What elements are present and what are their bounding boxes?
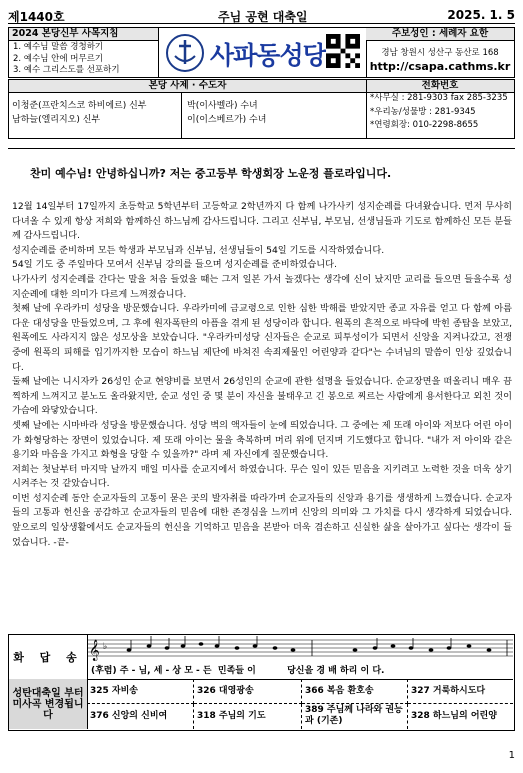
phone-office: *사무실 : 281-9303 fax 285-3235 [370,93,508,103]
guideline-item: 3. 예수 그리스도를 선포하기 [13,65,120,75]
phone-list [366,92,514,138]
hymn-item: 389 주님께 나라와 권능과 (기존) [302,704,408,729]
hymn-item: 328 하느님의 어린양 [411,711,497,721]
hymn-item: 327 거룩하시도다 [408,679,513,704]
staff-title: 본당 사제 · 수도자 [9,80,367,92]
svg-text:𝄞: 𝄞 [89,640,100,661]
top-divider [8,23,515,24]
sister-name: 박(이사벨라) 수녀 [187,101,258,111]
article-paragraph: 둘째 날에는 니시자카 26성인 순교 현양비를 보면서 26성인의 순교에 관한 설명을 들었습니다. 순교장면을 떠올리니 매우 끔찍하게 느껴지고 분노도 올라왔지만, 순교 성인 중 몇 분이 자신을 불태우고 긴 봉으로 찌르는 사람에게 용서한다고 외친 것이 가슴에 와닿았습니다. [12,376,512,417]
hymn-item: 366 복음 환호송 [302,679,408,704]
hymn-item: 376 신앙의 신비여 [87,704,194,729]
staff-box [8,79,515,139]
guidelines-title: 2024 본당신부 사목지침 [9,28,158,41]
parish-header [8,27,515,78]
sister-list [187,99,266,127]
phone-funeral: *연령회장: 010-2298-8655 [370,120,479,130]
article-body [12,200,512,550]
mass-hymn-label: 성탄대축일 부터 미사곡 변경됩니다 [9,679,88,729]
response-psalm-label: 화 답 송 [9,635,88,680]
page-number: 1 [508,750,515,761]
article-paragraph: 저희는 첫날부터 마지막 날까지 매일 미사를 순교지에서 하였습니다. 무슨 일이 있든 믿음을 지키려고 노력한 것을 더욱 상기시켜주는 것 같았습니다. [12,463,512,490]
article-paragraph: 12월 14일부터 17일까지 초등학교 5학년부터 고등학교 2학년까지 다 함께 나가사키 성지순례를 다녀왔습니다. 먼저 무사히 다녀올 수 있게 항상 저희와 함께하신 하느님께 감사드립니다. 그리고 신부님, 부모님, 선생님들과 기도로 함께하신 모든 분들께 감사드립니다. [12,201,512,242]
parish-emblem-icon [166,34,204,72]
priest-name: 이청준(프란치스코 하비에르) 신부 [12,101,147,111]
article-paragraph: 성지순례를 준비하며 모든 학생과 부모님과 신부님, 선생님들이 54일 기도를 시작하였습니다. [12,244,385,256]
patron-saint: 주보성인 : 세례자 요한 [366,28,514,41]
sister-name: 이(이스베르가) 수녀 [187,115,267,125]
qr-code-icon[interactable] [326,34,360,68]
issue-number: 제1440호 [8,10,65,24]
priest-list [12,99,146,127]
music-notes-icon [87,635,513,665]
parish-info [366,28,514,77]
parish-address: 경남 창원시 성산구 동산로 168 [381,48,499,58]
hymn-item: 326 대영광송 [194,679,302,704]
article-paragraph: 나가사키 성지순례를 간다는 말을 처음 들었을 때는 그저 일본 가서 놀겠다는 생각에 신이 났지만 교리를 들으면 들을수록 성지순례에 대한 의미가 다르게 느껴졌습니다. [12,273,512,300]
guideline-item: 1. 예수님 말씀 경청하기 [13,42,104,52]
hymn-item: 318 주님의 기도 [194,704,302,729]
article-heading: 찬미 예수님! 안녕하십니까? 저는 중고등부 학생회장 노운정 플로라입니다. [30,167,392,180]
feast-title: 주님 공현 대축일 [218,10,308,24]
pastoral-guidelines [9,28,159,77]
response-lyrics: (후렴) 주 - 님, 세 - 상 모 - 든 민족들 이 당신을 경 배 하리 이 다. [91,666,385,676]
article-paragraph: 54일 기도 중 주일마다 모여서 신부님 강의를 들으며 성지순례를 준비하였습니다. [12,259,337,271]
parish-logo-area [158,28,367,77]
hymn-item: 325 자비송 [87,679,194,704]
article-paragraph: 이번 성지순례 동안 순교자들의 고통이 묻은 곳의 발자취를 따라가며 순교자들의 신앙과 용기를 생생하게 느꼈습니다. 순교자들의 고통과 헌신을 공감하고 순교자들의 믿음에 대한 존경심을 느끼며 신앙의 의미와 그 가치를 다시 생각하게 되었습니다. 앞으로의 일상생활에서도 순교자들의 헌신을 기억하고 믿음을 본받아 더욱 겸손하고 신실한 삶을 살아가고 싶다는 생각이 들었습니다. -끝- [12,492,512,548]
article-paragraph: 셋째 날에는 시마바라 성당을 방문했습니다. 성당 벽의 액자들이 눈에 띄었습니다. 그 중에는 제 또래 아이와 저보다 어린 아이가 화형당하는 장면이 있었습니다. 제 또래 아이는 물을 축복하며 머리 위에 던지며 기도했다고 합니다. "내가 저 아이와 같은 용기와 마음을 가지고 화형을 당할 수 있을까?" 라며 제 자신에게 질문했습니다. [12,419,512,461]
guideline-item: 2. 예수님 안에 머무르기 [13,53,104,64]
issue-date: 2025. 1. 5 [447,8,515,22]
svg-text:♭: ♭ [103,642,108,652]
music-staff [87,635,513,680]
parish-url[interactable]: http://csapa.cathms.kr [369,60,511,73]
liturgy-box [8,634,515,731]
article-divider [8,148,515,149]
phone-shop: *우리농/성물방 : 281-9345 [370,106,476,117]
top-line [8,6,515,24]
priest-name: 남하늘(엘리지오) 신부 [12,115,101,125]
parish-name: 사파동성당 [210,41,326,70]
phone-title: 전화번호 [421,80,459,91]
article-paragraph: 첫째 날에 우라카미 성당을 방문했습니다. 우라카미에 금교령으로 인한 심한 박해를 받았지만 종교 자유를 얻고 다 함께 아름다운 대성당을 만들었으며, 그 후에 원자폭탄의 아픔을 겪게 된 성당이라 합니다. 원폭의 흔적으로 바닥에 박힌 종탑을 보았고, 원폭에도 사라지지 않은 성모상을 보았습니다. "우라카미성당 신자들은 순교로 피투성이가 되면서 신앙을 지켜나갔고, 전쟁 중에 원폭의 피해를 입기까지한 모습이 하느님 제단에 바쳐진 속죄제물인 어린양과 같다"는 수녀님의 말씀이 인상 깊었습니다. [12,303,512,373]
